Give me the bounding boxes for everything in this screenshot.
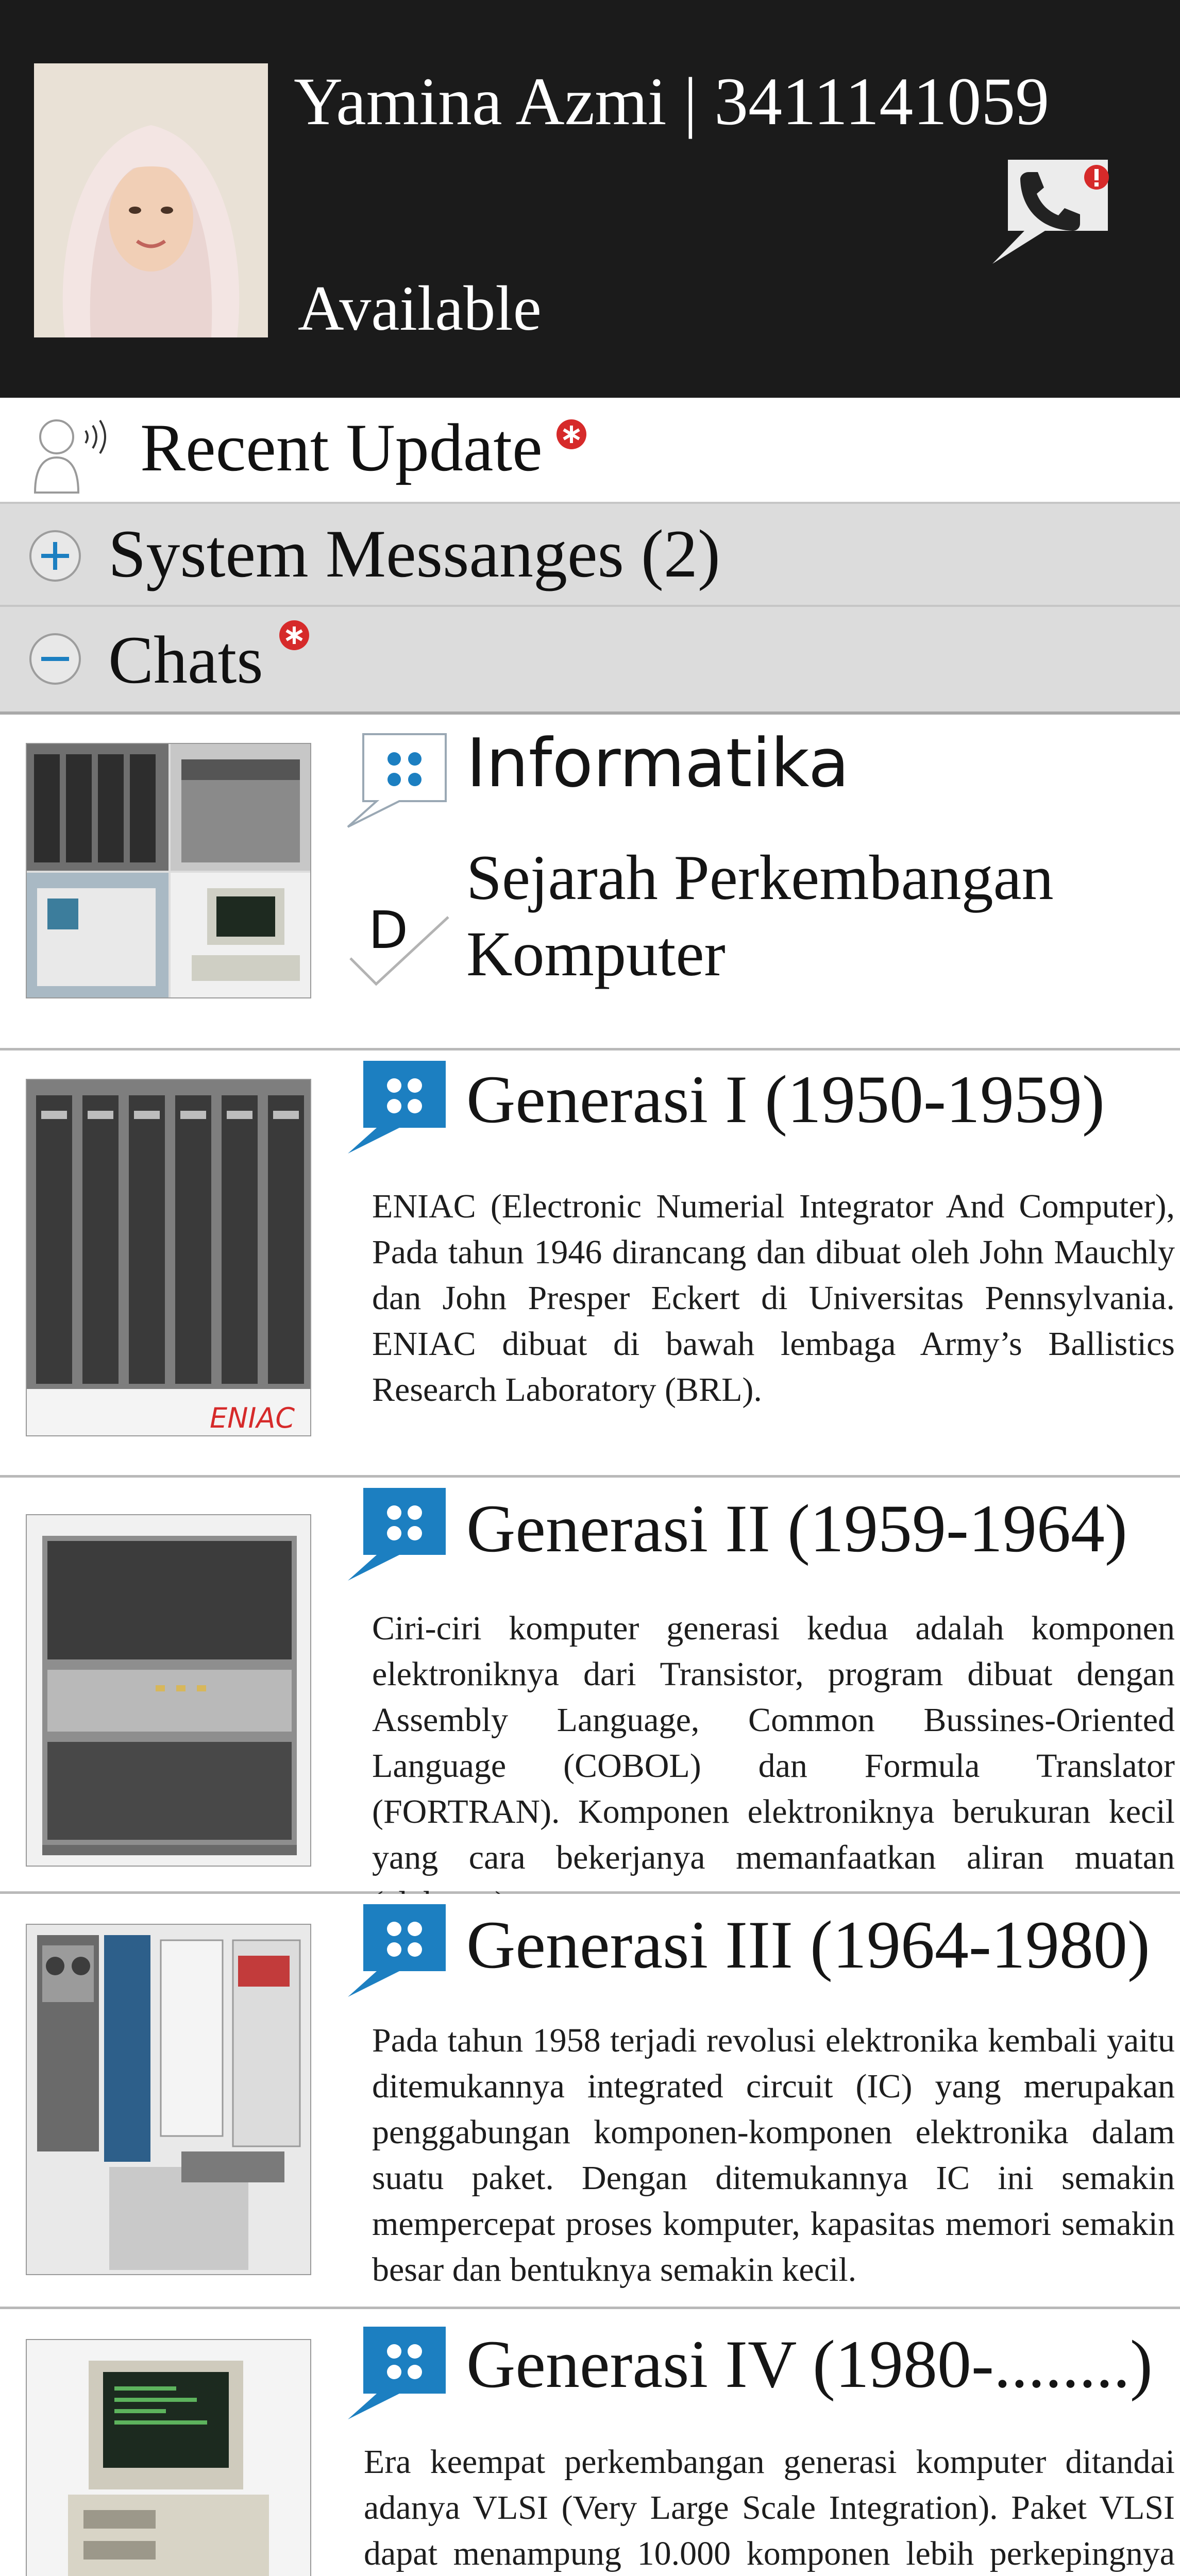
eniac-image	[27, 1080, 311, 1436]
chat-bubble-icon	[343, 1056, 451, 1159]
message-card-generasi-2[interactable]	[0, 1478, 1180, 1894]
missed-call-button[interactable]	[988, 155, 1112, 268]
contact-status: Available	[298, 273, 542, 344]
message-title: Generasi IV (1980-........)	[466, 2326, 1153, 2402]
avatar-photo	[34, 63, 268, 337]
personal-computer-image	[27, 2340, 311, 2576]
profile-header	[0, 0, 1180, 398]
contact-name: Yamina Azmi | 3411141059	[294, 63, 1050, 139]
chat-bubble-icon	[343, 729, 451, 832]
message-thumbnail	[26, 1514, 311, 1867]
chat-bubble-icon	[343, 1899, 451, 2002]
message-card-generasi-1[interactable]	[0, 1050, 1180, 1478]
message-card-generasi-4[interactable]	[0, 2309, 1180, 2576]
collapse-minus-icon[interactable]	[28, 632, 82, 686]
new-badge-icon	[555, 418, 587, 450]
chats-row[interactable]	[0, 605, 1180, 715]
message-body: Ciri-ciri komputer generasi kedua adalah komponen elektroniknya dari Transistor, program dibuat dengan Assembly Language, Common Bussines-Oriented Language (COBOL) dan Formula Translator (FORTRAN). Komponen elektroniknya berukuran kecil yang cara bekerjanya memanfaatkan aliran muatan	[372, 1609, 1175, 1876]
message-title: Generasi III (1964-1980)	[466, 1907, 1150, 1982]
message-thumbnail	[26, 1924, 311, 2275]
message-body: ENIAC (Electronic Numerial Integrator And Computer), Pada tahun 1946 dirancang dan dibuat oleh John Mauchly dan John Presper Eckert di Universitas Pennsylvania. ENIAC dibuat di bawah lembaga Army’s Ballistics Research Laboratory (BRL).	[372, 1188, 1175, 1409]
new-badge-icon	[278, 619, 310, 651]
group-title: Informatika	[466, 724, 850, 802]
ic-computer-image	[27, 1925, 311, 2275]
message-thumbnail	[26, 2339, 311, 2576]
message-body: Era keempat perkembangan generasi komputer ditandai adanya VLSI (Very Large Scale Integration). Paket VLSI dapat menampung 10.000 komponen lebih perkepingnya	[364, 2443, 1175, 2572]
contact-broadcast-icon	[32, 410, 125, 498]
message-title: Generasi II (1959-1964)	[466, 1490, 1127, 1566]
transistor-computer-image	[27, 1515, 311, 1867]
delivered-check-icon	[345, 896, 453, 999]
eniac-image-label: ENIAC	[210, 1402, 295, 1434]
message-title: Generasi I (1950-1959)	[466, 1061, 1105, 1137]
system-messages-row[interactable]	[0, 502, 1180, 605]
expand-plus-icon[interactable]	[28, 529, 82, 583]
phone-alert-icon	[988, 155, 1112, 268]
message-card-generasi-3[interactable]	[0, 1894, 1180, 2309]
profile-avatar[interactable]	[34, 63, 268, 337]
recent-update-row[interactable]	[0, 398, 1180, 502]
message-body: Pada tahun 1958 terjadi revolusi elektronika kembali yaitu ditemukannya integrated circuit (IC) yang merupakan penggabungan komponen-komponen elektronika dalam suatu paket. Dengan ditemukannya IC ini semakin mempercepat proses komputer, kapasitas memori semakin besar dan bentuknya semakin kecil.	[372, 2022, 1175, 2289]
system-messages-label: System Messanges (2)	[108, 516, 720, 591]
computers-collage-image	[27, 744, 311, 998]
chat-bubble-icon	[343, 2321, 451, 2425]
message-thumbnail	[26, 1079, 311, 1436]
group-subtitle: Sejarah Perkembangan Komputer	[466, 842, 1054, 989]
chat-bubble-icon	[343, 1483, 451, 1586]
group-thumbnail	[26, 743, 311, 998]
recent-update-label: Recent Update	[140, 410, 543, 485]
chats-label: Chats	[108, 622, 263, 698]
delivered-mark-text: D	[368, 900, 409, 960]
